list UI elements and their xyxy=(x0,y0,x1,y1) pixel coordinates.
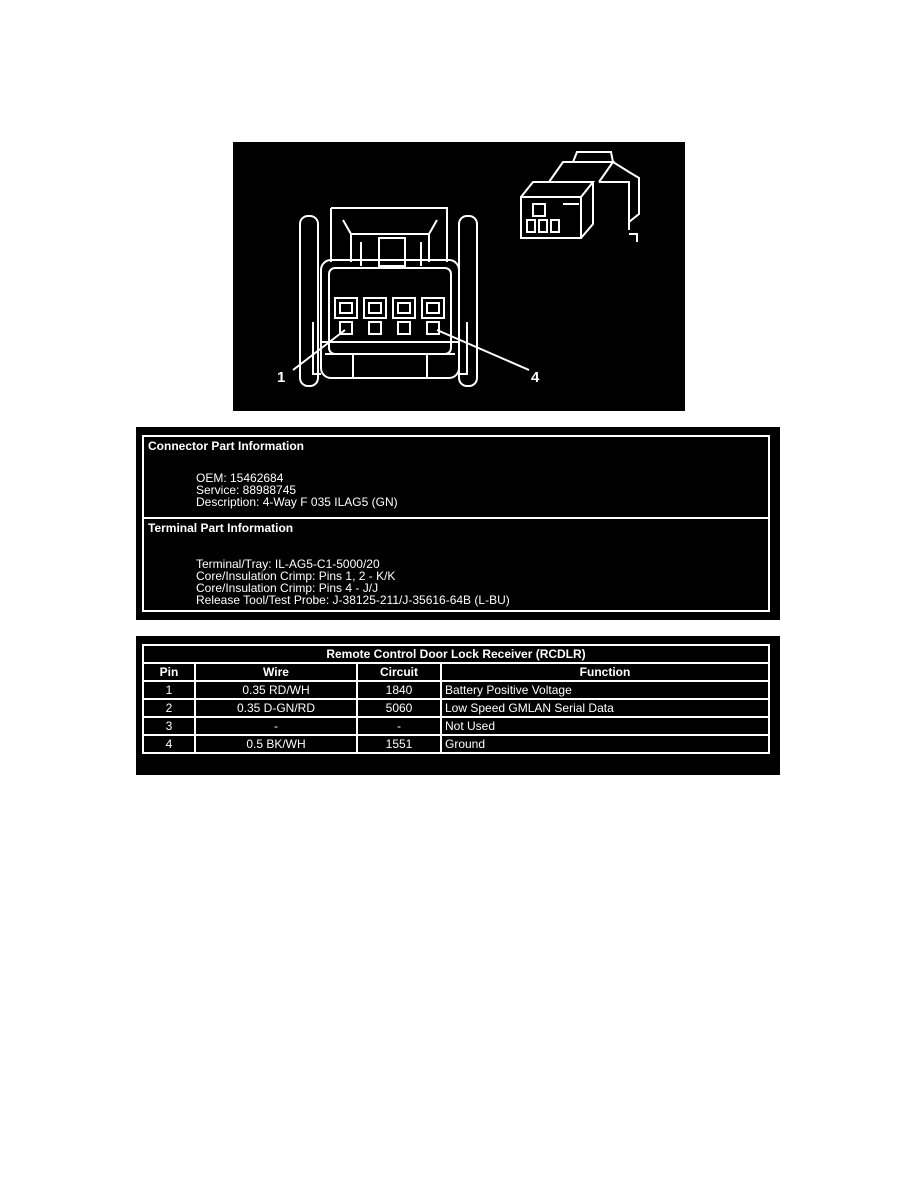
pin-cell: 1 xyxy=(143,681,195,699)
pin-cell: 3 xyxy=(143,717,195,735)
table-row xyxy=(143,717,769,735)
pin-table xyxy=(142,644,770,754)
connector-diagram xyxy=(233,142,685,411)
table-header-row xyxy=(143,663,769,681)
terminal-tray-line: Terminal/Tray: IL-AG5-C1-5000/20 xyxy=(196,557,380,571)
pin4-label: 4 xyxy=(531,369,540,386)
service-line: Service: 88988745 xyxy=(196,483,297,497)
wire-cell: 0.5 BK/WH xyxy=(195,735,357,753)
header-circuit: Circuit xyxy=(357,663,441,681)
pin-cell: 4 xyxy=(143,735,195,753)
terminal-info-title: Terminal Part Information xyxy=(148,521,294,535)
circuit-cell: 1840 xyxy=(357,681,441,699)
oem-line: OEM: 15462684 xyxy=(196,471,284,485)
connector-face-view xyxy=(233,142,685,411)
header-wire: Wire xyxy=(195,663,357,681)
crimp-pins-4-line: Core/Insulation Crimp: Pins 4 - J/J xyxy=(196,581,379,595)
circuit-cell: - xyxy=(357,717,441,735)
header-function: Function xyxy=(441,663,769,681)
table-row xyxy=(143,699,769,717)
wire-cell: 0.35 RD/WH xyxy=(195,681,357,699)
connector-info-title: Connector Part Information xyxy=(148,439,305,453)
table-row xyxy=(143,681,769,699)
wire-cell: - xyxy=(195,717,357,735)
circuit-cell: 1551 xyxy=(357,735,441,753)
circuit-cell: 5060 xyxy=(357,699,441,717)
terminal-part-information xyxy=(144,519,768,610)
pin1-label: 1 xyxy=(277,369,286,386)
description-line: Description: 4-Way F 035 ILAG5 (GN) xyxy=(196,495,398,509)
crimp-pins-1-2-line: Core/Insulation Crimp: Pins 1, 2 - K/K xyxy=(196,569,396,583)
connector-isometric-view xyxy=(521,152,639,242)
function-cell: Low Speed GMLAN Serial Data xyxy=(441,699,769,717)
header-pin: Pin xyxy=(143,663,195,681)
table-row xyxy=(143,735,769,753)
function-cell: Not Used xyxy=(441,717,769,735)
function-cell: Battery Positive Voltage xyxy=(441,681,769,699)
function-cell: Ground xyxy=(441,735,769,753)
part-information-panel xyxy=(136,427,780,620)
pin-cell: 2 xyxy=(143,699,195,717)
wire-cell: 0.35 D-GN/RD xyxy=(195,699,357,717)
pin-table-panel xyxy=(136,636,780,775)
cavity-row-bottom xyxy=(340,322,439,334)
pin-table-title: Remote Control Door Lock Receiver (RCDLR) xyxy=(143,645,769,663)
left-latch xyxy=(300,216,318,386)
connector-part-information xyxy=(144,437,768,519)
cavity-row-top xyxy=(335,298,444,318)
release-tool-line: Release Tool/Test Probe: J-38125-211/J-35616-64B (L-BU) xyxy=(196,593,510,607)
